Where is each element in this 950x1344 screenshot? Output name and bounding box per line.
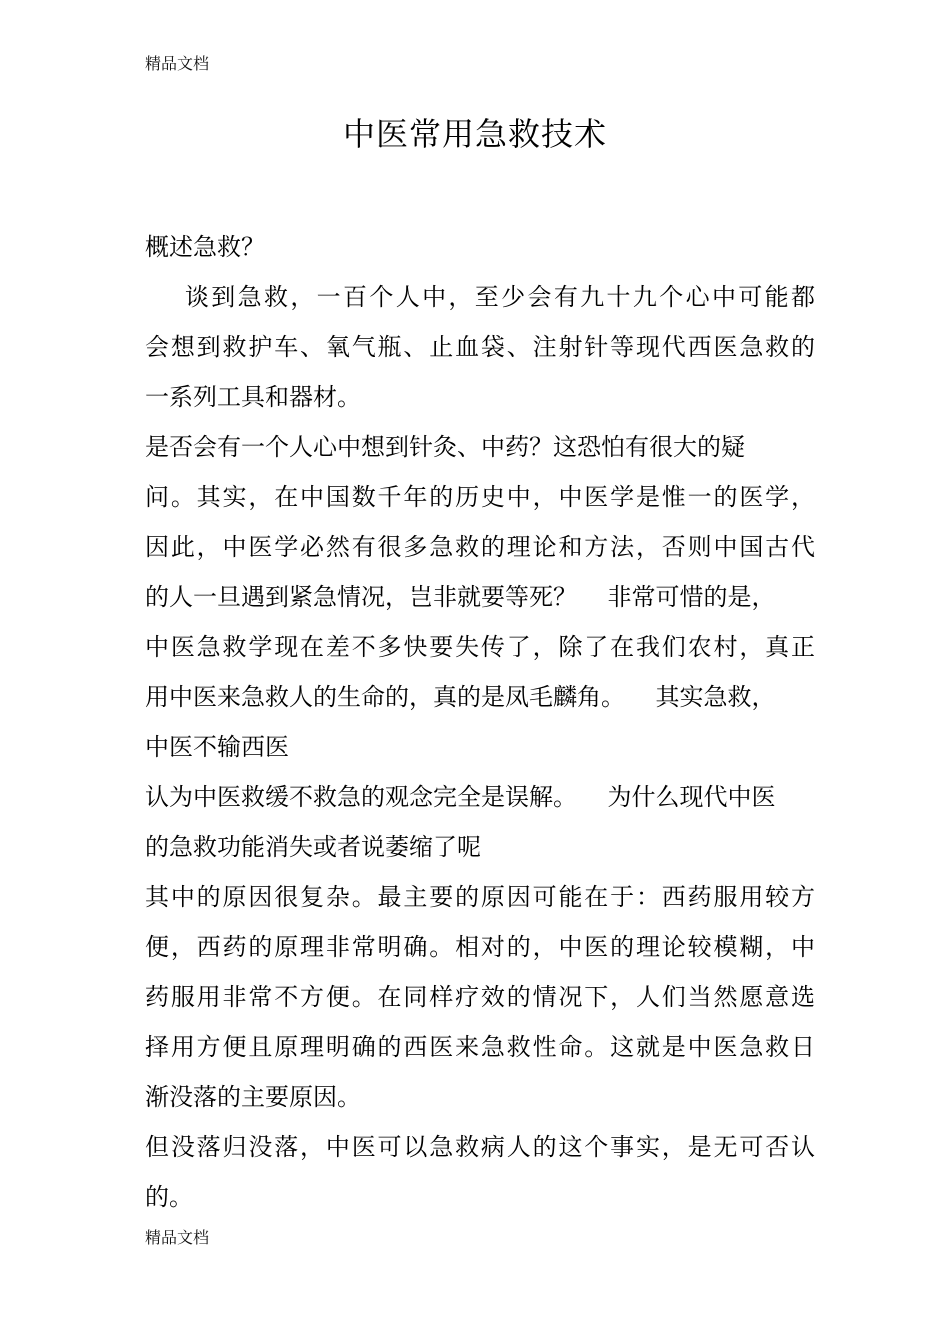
document-title: 中医常用急救技术 (342, 115, 607, 153)
text-line: 中医急救学现在差不多快要失传了，除了在我们农村，真正 (145, 633, 815, 661)
text-line: 便，西药的原理非常明确。相对的，中医的理论较模糊，中 (145, 933, 815, 961)
header-watermark: 精品文档 (145, 54, 210, 73)
text-line: 的人一旦遇到紧急情况，岂非就要等死？ 非常可惜的是， (145, 583, 776, 611)
text-line: 其中的原因很复杂。最主要的原因可能在于：西药服用较方 (145, 883, 815, 911)
text-line: 渐没落的主要原因。 (145, 1083, 361, 1111)
footer-watermark: 精品文档 (145, 1228, 210, 1247)
text-line: 认为中医救缓不救急的观念完全是误解。 为什么现代中医 (145, 783, 776, 811)
text-line: 用中医来急救人的生命的，真的是凤毛麟角。 其实急救， (145, 683, 776, 711)
text-line: 择用方便且原理明确的西医来急救性命。这就是中医急救日 (145, 1033, 815, 1061)
text-line: 中医不输西医 (145, 733, 289, 761)
text-line: 问。其实，在中国数千年的历史中，中医学是惟一的医学， (145, 483, 815, 511)
text-line: 一系列工具和器材。 (145, 383, 361, 411)
text-line: 是否会有一个人心中想到针灸、中药？这恐怕有很大的疑 (145, 433, 745, 461)
text-line: 的急救功能消失或者说萎缩了呢 (145, 833, 481, 861)
text-line: 谈到急救，一百个人中，至少会有九十九个心中可能都 (145, 283, 815, 311)
text-line: 因此，中医学必然有很多急救的理论和方法，否则中国古代 (145, 533, 815, 561)
text-line: 药服用非常不方便。在同样疗效的情况下，人们当然愿意选 (145, 983, 815, 1011)
document-body (145, 222, 815, 1222)
text-line: 会想到救护车、氧气瓶、止血袋、注射针等现代西医急救的 (145, 333, 815, 361)
text-line: 但没落归没落，中医可以急救病人的这个事实，是无可否认 (145, 1133, 815, 1161)
text-line: 概述急救？ (145, 233, 265, 261)
text-line: 的。 (145, 1183, 193, 1211)
